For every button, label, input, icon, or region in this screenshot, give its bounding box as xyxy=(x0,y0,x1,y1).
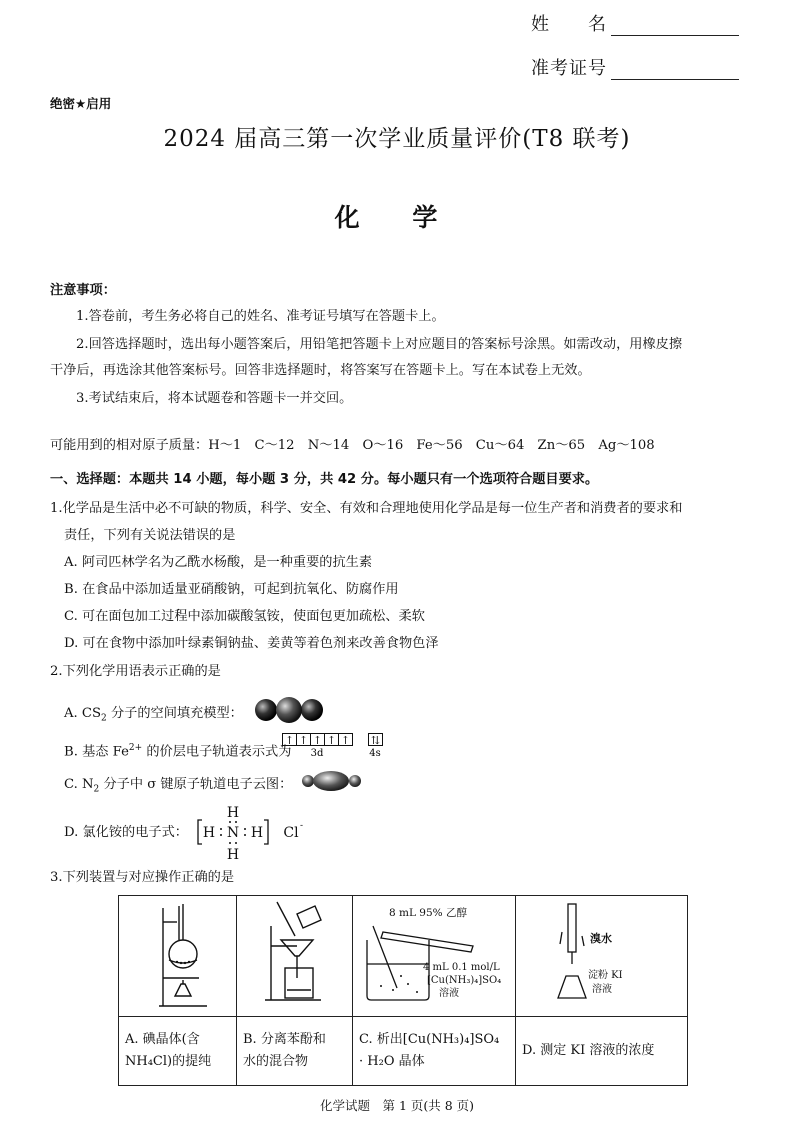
q2-a-sub: 2 xyxy=(101,713,107,724)
name-underline xyxy=(611,17,739,36)
exam-id-label: 准考证号 xyxy=(531,58,607,79)
notice-item-1: 1.答卷前，考生务必将自己的姓名、准考证号填写在答题卡上。 xyxy=(76,309,445,324)
name-label: 姓 名 xyxy=(531,14,607,35)
atom-h-right: H xyxy=(250,825,264,841)
sigma-bond-electron-cloud xyxy=(301,770,363,792)
q2-option-c xyxy=(64,775,292,800)
label-cu-formula: [Cu(NH₃)₄]SO₄ xyxy=(427,975,502,986)
caption-c-line1: C. 析出[Cu(NH₃)₄]SO₄ xyxy=(359,1032,500,1047)
apparatus-c-cell xyxy=(353,896,516,1017)
apparatus-d-cell xyxy=(516,896,688,1017)
q2-c-sub: 2 xyxy=(93,784,100,795)
charge-minus: - xyxy=(300,821,304,831)
q1-option-d: D. 可在食物中添加叶绿素铜钠盐、姜黄等着色剂来改善食物色泽 xyxy=(64,636,439,651)
caption-d-text: D. 测定 KI 溶液的浓度 xyxy=(522,1043,655,1058)
exam-id-field xyxy=(531,54,739,80)
atom-h-top: H xyxy=(226,805,240,821)
atom-h-left: H xyxy=(202,825,216,841)
caption-b-line1: B. 分离苯酚和 xyxy=(243,1032,326,1047)
label-cu-conc: 4 mL 0.1 mol/L xyxy=(423,962,500,973)
page-footer: 化学试题 第 1 页(共 8 页) xyxy=(319,1098,475,1113)
q2-option-d: D. 氯化铵的电子式： xyxy=(64,825,188,840)
iodine-sublimation-apparatus xyxy=(119,896,235,1012)
q2-b-text: B. 基态 Fe xyxy=(64,744,129,760)
apparatus-table xyxy=(118,895,688,1086)
caption-c-line2: · H₂O 晶体 xyxy=(359,1054,425,1069)
notice-heading: 注意事项： xyxy=(50,283,116,298)
crystallization-apparatus xyxy=(353,896,513,1012)
carbon-atom xyxy=(276,697,302,723)
label-solution: 溶液 xyxy=(592,984,612,995)
label-starch-ki: 淀粉 KI xyxy=(588,970,623,981)
q2-c-text-post: 分子中 σ 键原子轨道电子云图： xyxy=(99,777,293,792)
svg-text:⇅: ⇅ xyxy=(370,734,381,747)
label-cu-solution: 溶液 xyxy=(439,988,459,999)
section-1-heading: 一、选择题：本题共 14 小题，每小题 3 分，共 42 分。每小题只有一个选项符合题目要求。 xyxy=(50,472,599,487)
q2-a-text: A. CS xyxy=(64,706,102,721)
caption-a-line1: A. 碘晶体(含 xyxy=(125,1032,200,1047)
notice-item-2: 2.回答选择题时，选出每小题答案后，用铅笔把答题卡上对应题目的答案标号涂黑。如需改动，用橡皮擦 xyxy=(76,337,683,352)
filtration-apparatus xyxy=(237,896,351,1012)
secret-mark: 绝密★启用 xyxy=(50,96,112,111)
svg-text:↑: ↑ xyxy=(340,734,351,747)
atom-h-bottom: H xyxy=(226,847,240,862)
atomic-masses: 可能用到的相对原子质量：H～1 C～12 N～14 O～16 Fe～56 Cu～64 Zn～65 Ag～108 xyxy=(50,438,655,453)
caption-c xyxy=(353,1017,516,1086)
q2-stem: 2.下列化学用语表示正确的是 xyxy=(50,664,221,679)
fe2-orbital-diagram xyxy=(282,732,386,758)
sulfur-atom-left xyxy=(255,699,277,721)
cs2-space-filling-model xyxy=(252,697,326,723)
q2-option-a xyxy=(64,704,243,729)
caption-a-line2: NH₄Cl)的提纯 xyxy=(125,1054,212,1069)
q1-option-c: C. 可在面包加工过程中添加碳酸氢铵，使面包更加疏松、柔软 xyxy=(64,609,425,624)
caption-a xyxy=(119,1017,237,1086)
caption-b xyxy=(237,1017,353,1086)
caption-b-line2: 水的混合物 xyxy=(243,1054,309,1069)
subject-title: 化 学 xyxy=(334,203,460,232)
atom-n: N xyxy=(226,825,240,841)
q2-b-text-post: 的价层电子轨道表示式为 xyxy=(142,744,292,760)
q2-c-text: C. N xyxy=(64,777,94,792)
svg-text:↑: ↑ xyxy=(284,734,295,747)
titration-apparatus xyxy=(516,896,676,1012)
page-title: 2024 届高三第一次学业质量评价(T8 联考) xyxy=(163,126,631,152)
q2-b-sup: 2+ xyxy=(128,743,143,753)
label-bromine: 溴水 xyxy=(590,932,612,945)
q3-stem: 3.下列装置与对应操作正确的是 xyxy=(50,870,235,885)
svg-text:↑: ↑ xyxy=(298,734,309,747)
q1-option-a: A. 阿司匹林学名为乙酰水杨酸，是一种重要的抗生素 xyxy=(64,555,373,570)
notice-item-3: 3.考试结束后，将本试题卷和答题卡一并交回。 xyxy=(76,391,353,406)
name-field xyxy=(531,10,739,36)
ammonium-chloride-electron-formula xyxy=(196,802,308,862)
apparatus-a-cell xyxy=(119,896,237,1017)
label-4s: 4s xyxy=(369,748,381,758)
q1-stem-line1: 1.化学品是生活中必不可缺的物质，科学、安全、有效和合理地使用化学品是每一位生产者和消费者的要求和 xyxy=(50,501,683,516)
q1-stem-line2: 责任，下列有关说法错误的是 xyxy=(64,528,236,543)
sulfur-atom-right xyxy=(301,699,323,721)
q2-option-b xyxy=(64,738,291,762)
notice-item-2-cont: 干净后，再选涂其他答案标号。回答非选择题时，将答案写在答题卡上。写在本试卷上无效。 xyxy=(50,363,591,378)
label-3d: 3d xyxy=(310,748,324,758)
svg-text:↑: ↑ xyxy=(312,734,323,747)
exam-id-underline xyxy=(611,61,739,80)
atom-cl: Cl xyxy=(283,825,299,841)
q1-option-b: B. 在食品中添加适量亚硝酸钠，可起到抗氧化、防腐作用 xyxy=(64,582,399,597)
svg-text:↑: ↑ xyxy=(326,734,337,747)
q2-a-text-post: 分子的空间填充模型： xyxy=(106,706,243,721)
label-ethanol: 8 mL 95% 乙醇 xyxy=(389,907,467,919)
caption-d xyxy=(516,1017,688,1086)
apparatus-b-cell xyxy=(237,896,353,1017)
